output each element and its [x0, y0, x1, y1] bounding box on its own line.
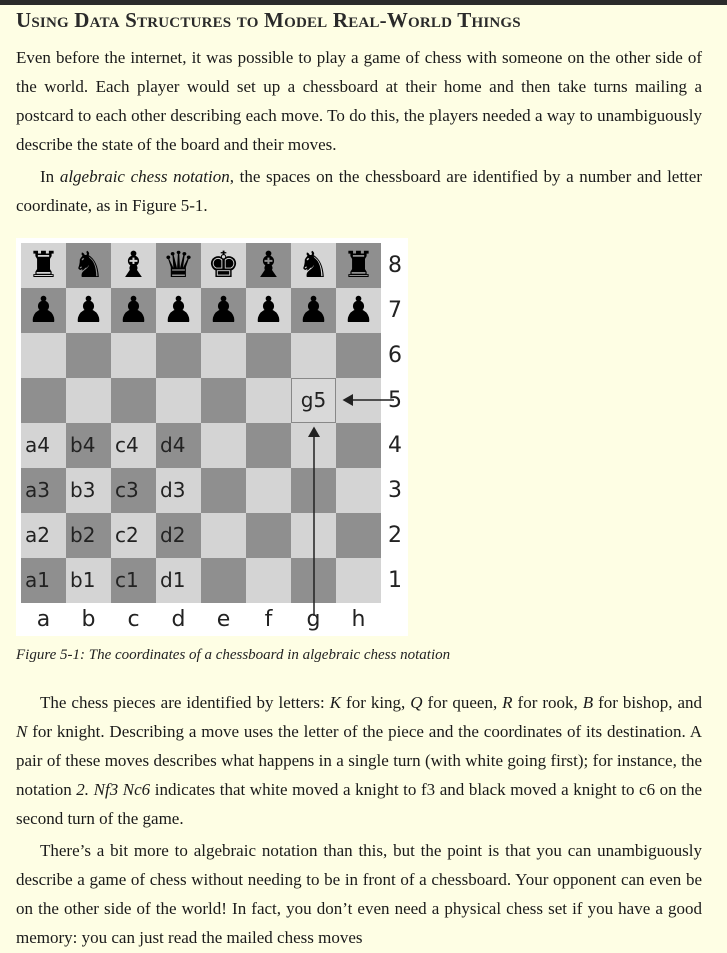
- top-bar: [0, 0, 727, 5]
- black-piece-b8: ♞: [72, 245, 105, 286]
- letter-bishop: B: [582, 693, 594, 712]
- coordinate-label-d4: d4: [160, 433, 186, 457]
- coordinate-label-c1: c1: [115, 568, 139, 592]
- p3-text-b: for king,: [341, 693, 411, 712]
- file-label-d: d: [171, 607, 186, 632]
- coordinate-label-b2: b2: [70, 523, 96, 547]
- paragraph-2-text-a: In: [40, 167, 60, 186]
- file-label-g: g: [306, 607, 321, 632]
- black-pawn-c7: ♟: [117, 290, 150, 331]
- file-label-b: b: [81, 607, 96, 632]
- black-pawn-a7: ♟: [27, 290, 60, 331]
- rank-label-4: 4: [388, 433, 402, 458]
- black-pawn-f7: ♟: [252, 290, 285, 331]
- coordinate-label-b1: b1: [70, 568, 96, 592]
- coordinate-label-b4: b4: [70, 433, 96, 457]
- black-piece-h8: ♜: [342, 245, 375, 286]
- letter-rook: R: [502, 693, 513, 712]
- letter-king: K: [329, 693, 342, 712]
- rank-label-8: 8: [388, 253, 402, 278]
- rank-label-7: 7: [388, 298, 402, 323]
- p3-text-f: for knight. Describing a move uses the letter of the piece and the coordinates of its destination. A pair of these moves describes what happens in a single turn (with white going first); for instance, the notation: [16, 722, 702, 799]
- letter-knight: N: [16, 722, 28, 741]
- p3-text-e: for bishop, and: [593, 693, 703, 712]
- paragraph-2-text-b: , the spaces on the chessboard are identified by a number and letter coordinate, as in Figure 5-1.: [16, 167, 702, 215]
- letter-queen: Q: [410, 693, 423, 712]
- black-piece-f8: ♝: [252, 245, 285, 286]
- g5-highlight-square: g5: [291, 378, 336, 423]
- black-pawn-g7: ♟: [297, 290, 330, 331]
- black-piece-c8: ♝: [117, 245, 150, 286]
- rank-label-1: 1: [388, 568, 402, 593]
- notation-example: 2. Nf3 Nc6: [76, 780, 151, 799]
- file-label-a: a: [36, 607, 51, 632]
- p3-text-g: indicates that white moved a knight to f3 and black moved a knight to c6 on the second turn of the game.: [16, 780, 702, 828]
- coordinate-label-b3: b3: [70, 478, 96, 502]
- coordinate-label-d2: d2: [160, 523, 186, 547]
- coordinate-label-a2: a2: [25, 523, 50, 547]
- file-label-e: e: [216, 607, 231, 632]
- file-label-f: f: [264, 607, 273, 632]
- coordinate-label-d3: d3: [160, 478, 186, 502]
- coordinate-label-c4: c4: [115, 433, 139, 457]
- black-pawn-h7: ♟: [342, 290, 375, 331]
- paragraph-3: [16, 688, 702, 833]
- coordinate-label-c2: c2: [115, 523, 139, 547]
- rank-label-5: 5: [388, 388, 402, 413]
- section-heading: Using Data Structures to Model Real-World Things: [16, 8, 521, 32]
- paragraph-2: [16, 162, 702, 220]
- coordinate-label-d1: d1: [160, 568, 186, 592]
- p3-text-c: for queen,: [422, 693, 503, 712]
- paragraph-1: Even before the internet, it was possible to play a game of chess with someone on the other side of the world. Each player would set up a chessboard at their home and then take turns mailing a postcard to each other describing each move. To do this, the players needed a way to unambiguously describe the state of the board and their moves.: [16, 48, 702, 154]
- coordinate-label-a1: a1: [25, 568, 50, 592]
- rank-label-6: 6: [388, 343, 402, 368]
- coordinate-label-a3: a3: [25, 478, 50, 502]
- coordinate-label-c3: c3: [115, 478, 139, 502]
- rank-label-3: 3: [388, 478, 402, 503]
- black-piece-g8: ♞: [297, 245, 330, 286]
- black-pawn-d7: ♟: [162, 290, 195, 331]
- p3-text-a: The chess pieces are identified by letters:: [40, 693, 330, 712]
- figure-caption: Figure 5-1: The coordinates of a chessboard in algebraic chess notation: [16, 647, 451, 663]
- paragraph-4: There’s a bit more to algebraic notation than this, but the point is that you can unambiguously describe a game of chess without needing to be in front of a chessboard. Your opponent can even be on the other side of the world! In fact, you don’t even need a physical chess set if you have a good memory: you can just read the mailed chess moves: [16, 841, 702, 947]
- black-pawn-e7: ♟: [207, 290, 240, 331]
- black-piece-d8: ♛: [162, 245, 195, 286]
- coordinate-label-a4: a4: [25, 433, 50, 457]
- black-pawn-b7: ♟: [72, 290, 105, 331]
- rank-label-2: 2: [388, 523, 402, 548]
- coordinate-arrows: [16, 238, 408, 636]
- black-piece-a8: ♜: [27, 245, 60, 286]
- p3-text-d: for rook,: [512, 693, 583, 712]
- black-piece-e8: ♚: [207, 245, 240, 286]
- file-label-c: c: [127, 607, 140, 632]
- chessboard-figure: [16, 238, 408, 636]
- algebraic-notation-term: algebraic chess notation: [59, 167, 230, 186]
- file-label-h: h: [351, 607, 366, 632]
